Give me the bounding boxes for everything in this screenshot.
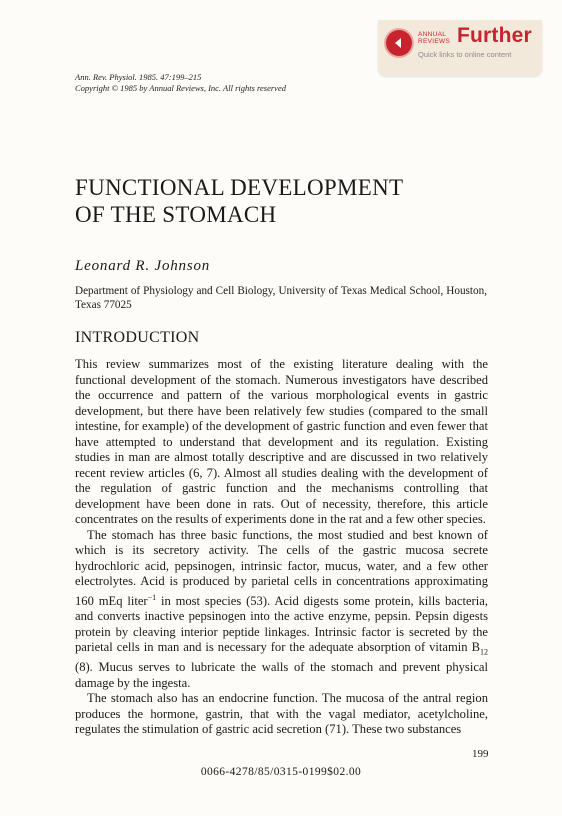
paragraph-1: This review summarizes most of the existing literature dealing with the functional development of the stomach. Numerous investigators have described the occurrence and pattern of the various morphological events in gastric development, but there have been relatively few studies (compared to the small intestine, for example) of the development of gastric function and even fewer that have attempted to understand that development and its regulation. Existing studies in man are almost totally descriptive and are discussed in two relatively recent review articles (6, 7). Almost all studies dealing with the development of the regulation of gastric function and the mechanisms controlling that development have been done in rats. Out of necessity, therefore, this article concentrates on the results of experiments done in the rat and a few other species. [75,357,488,526]
article-code: 0066-4278/85/0315-0199$02.00 [200,766,362,778]
brand-small-line2: REVIEWS [418,38,451,45]
paragraph-2-text-a: The stomach has three basic functions, the most studied and best known of which is its secretory activity. The cells of the gastric mucosa secrete hydrochloric acid, pepsinogen, intrinsic factor, mucus, water, and a few other electrolytes. Acid is produced by parietal cells in concentrations approximating 160 mEq liter [75,527,488,608]
citation-line-1: Ann. Rev. Physiol. 1985. 47:199–215 [75,72,202,82]
further-banner[interactable] [378,20,542,76]
section-heading-introduction: INTRODUCTION [75,329,200,346]
title-line-2: OF THE STOMACH [75,202,277,227]
paragraph-3: The stomach also has an endocrine function. The mucosa of the antral region produces the hormone, gastrin, that with the vagal mediator, acetylcholine, regulates the stimulation of gastric acid secretion (71). These two substances [75,691,488,737]
brand-small-text [418,31,450,45]
paragraph-2-text-c: (8). Mucus serves to lubricate the walls of the stomach and prevent physical damage by the ingesta. [75,660,488,690]
superscript-minus-one: −1 [147,592,157,602]
author-affiliation: Department of Physiology and Cell Biology, University of Texas Medical School, Houston, Texas 77025 [75,285,487,311]
subscript-12: 12 [480,647,488,657]
citation-line-2: Copyright © 1985 by Annual Reviews, Inc. All rights reserved [75,83,286,93]
title-line-1: FUNCTIONAL DEVELOPMENT [75,175,404,200]
banner-tagline: Quick links to online content [418,50,512,59]
article-body [75,357,488,738]
page-number: 199 [472,748,489,760]
author-name: Leonard R. Johnson [75,258,211,274]
paragraph-2-text-b: in most species (53). Acid digests some protein, kills bacteria, and converts inactive pepsinogen into the active enzyme, pepsin. Pepsin digests protein by cleaving interior peptide linkages. Intrinsic factor is secreted by the parietal cells in man and is necessary for the adequate absorption of vitamin B [75,593,488,655]
back-arrow-icon [386,30,412,56]
article-title [75,174,403,228]
paragraph-2 [75,528,488,692]
brand-big-text: Further [457,24,532,47]
brand-small-line1: ANNUAL [418,31,447,38]
journal-citation [75,72,286,94]
